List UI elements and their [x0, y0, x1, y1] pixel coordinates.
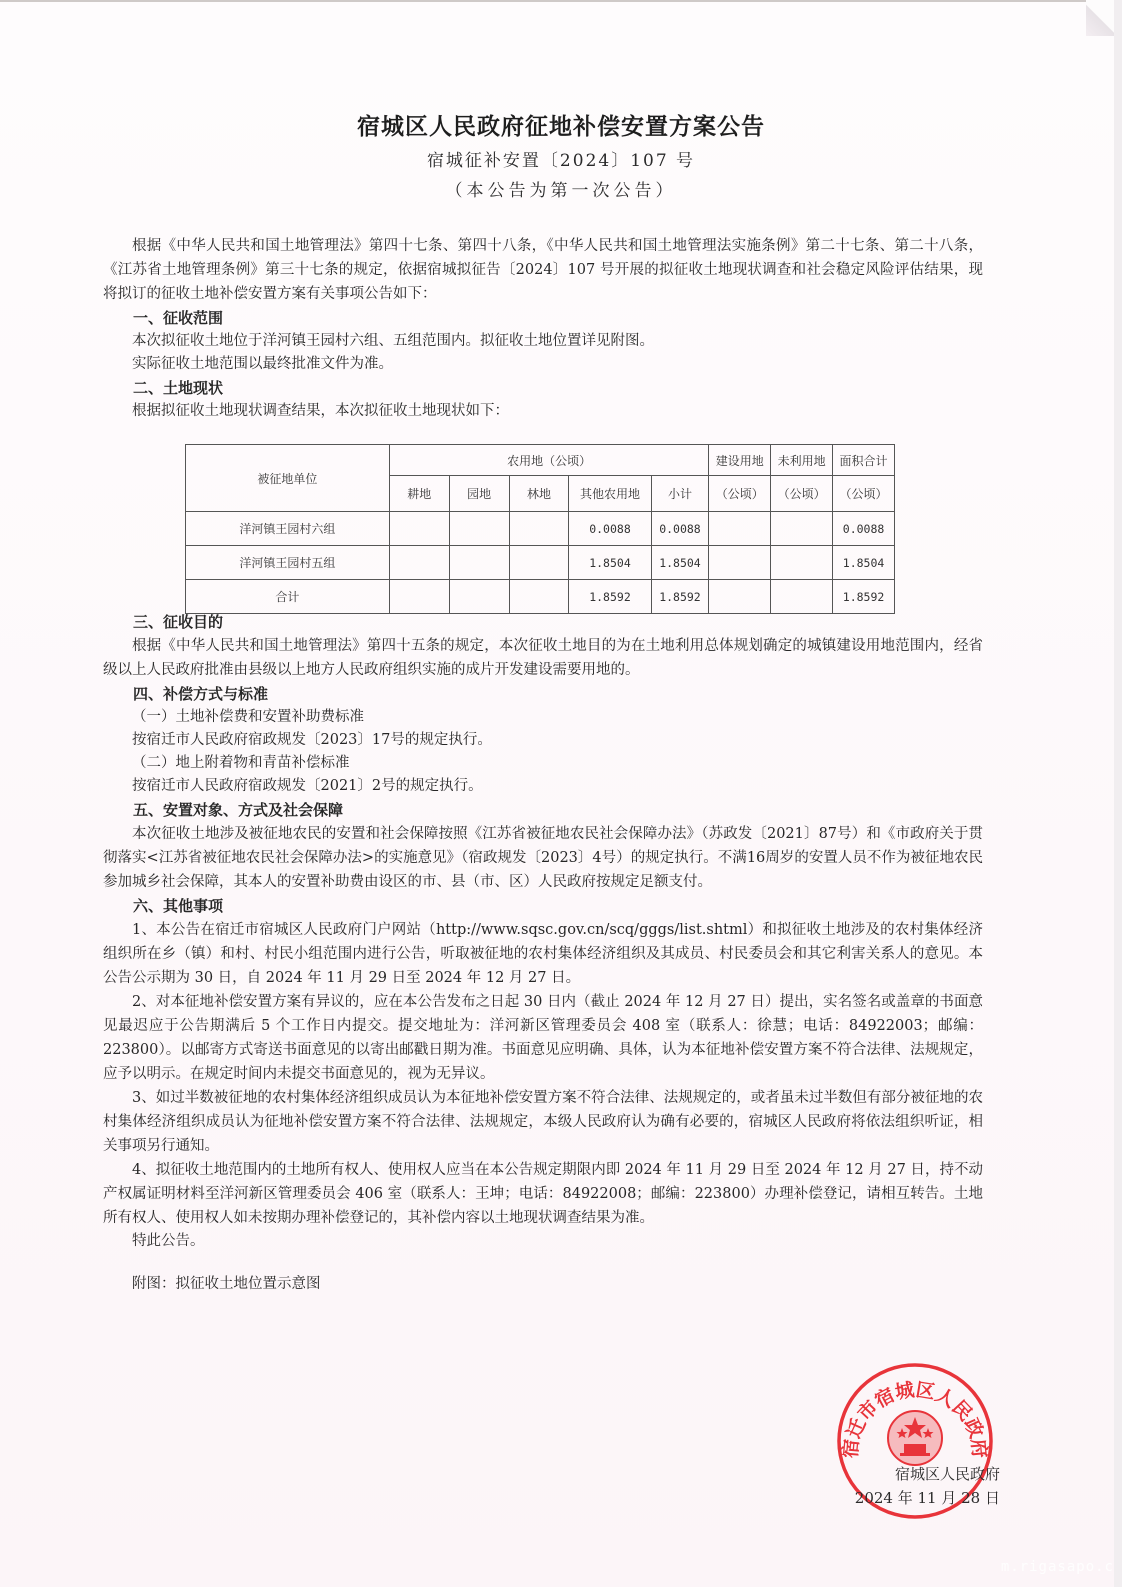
- section-4-heading: 四、补偿方式与标准: [133, 685, 269, 703]
- cell-farmland: [389, 580, 449, 614]
- section-2-lead: 根据拟征收土地现状调查结果，本次拟征收土地现状如下：: [132, 403, 509, 419]
- national-emblem-icon: [888, 1411, 942, 1465]
- cell-unit: 洋河镇王园村六组: [186, 512, 390, 546]
- th-garden: 园地: [449, 476, 509, 512]
- attachment-note: 附图：拟征收土地位置示意图: [132, 1276, 321, 1292]
- cell-forest: [509, 546, 569, 580]
- body-lower: [103, 610, 983, 1296]
- announcement-round-note: （本公告为第一次公告）: [445, 181, 677, 201]
- cell-total: 0.0088: [833, 512, 895, 546]
- cell-subtotal: 1.8592: [651, 580, 709, 614]
- table-row-total: [186, 580, 895, 614]
- cell-subtotal: 1.8504: [651, 546, 709, 580]
- section-6-item-3: 3、如过半数被征地的农村集体经济组织成员认为本征地补偿安置方案不符合法律、法规规定的，或者虽未过半数但有部分被征地的农村集体经济组织成员认为征地补偿安置方案不符合法律、法规规定，本级人民政府认为确有必要的，宿城区人民政府将依法组织听证，相关事项另行通知。: [103, 1090, 983, 1154]
- th-total: 面积合计: [833, 445, 895, 476]
- section-2-heading: 二、土地现状: [133, 379, 224, 397]
- section-1-line-2: 实际征收土地范围以最终批准文件为准。: [132, 356, 393, 372]
- th-construction-unit: （公顷）: [709, 476, 771, 512]
- closing-statement: 特此公告。: [132, 1233, 205, 1249]
- cell-unused: [771, 512, 833, 546]
- th-unused-unit: （公顷）: [771, 476, 833, 512]
- section-6-heading: 六、其他事项: [133, 897, 224, 915]
- cell-forest: [509, 512, 569, 546]
- page-corner-fold: [1086, 0, 1114, 36]
- section-5-heading: 五、安置对象、方式及社会保障: [133, 801, 344, 819]
- cell-farmland: [389, 546, 449, 580]
- cell-subtotal: 0.0088: [651, 512, 709, 546]
- cell-other-agri: 1.8504: [569, 546, 651, 580]
- cell-garden: [449, 580, 509, 614]
- table-row: [186, 512, 895, 546]
- section-4-text-1: 按宿迁市人民政府宿政规发〔2023〕17号的规定执行。: [132, 732, 492, 748]
- land-status-table: [185, 444, 895, 614]
- cell-garden: [449, 546, 509, 580]
- table-header-row-1: [186, 445, 895, 476]
- announcement-title: 宿城区人民政府征地补偿安置方案公告: [357, 114, 765, 140]
- cell-total: 1.8592: [833, 580, 895, 614]
- cell-unit: 洋河镇王园村五组: [186, 546, 390, 580]
- th-forest: 林地: [509, 476, 569, 512]
- seal-ring-text: 宿迁市宿城区人民政府: [839, 1378, 991, 1460]
- cell-unit: 合计: [186, 580, 390, 614]
- section-4-sub-1: （一）土地补偿费和安置补助费标准: [132, 709, 364, 725]
- section-6-item-4: 4、拟征收土地范围内的土地所有权人、使用权人应当在本公告规定期限内即 2024 年 11 月 29 日至 2024 年 12 月 27 日，持不动产权属证明材料至洋河新区管理委员会 406 室（联系人：王坤；电话：84922008；邮编：223800）办理补偿登记，请相互转告。土地所有权人、使用权人如未按期办理补偿登记的，其补偿内容以土地现状调查结果为准。: [103, 1162, 983, 1226]
- scan-top-edge: [0, 0, 1122, 2]
- th-subtotal: 小计: [651, 476, 709, 512]
- intro-paragraph: 根据《中华人民共和国土地管理法》第四十七条、第四十八条，《中华人民共和国土地管理法实施条例》第二十七条、第二十八条，《江苏省土地管理条例》第三十七条的规定，依据宿城拟征告〔2024〕107 号开展的拟征收土地现状调查和社会稳定风险评估结果，现将拟订的征收土地补偿安置方案有关事项公告如下：: [103, 238, 983, 302]
- th-total-unit: （公顷）: [833, 476, 895, 512]
- cell-total: 1.8504: [833, 546, 895, 580]
- site-watermark: m.rigasapo.c: [1000, 1559, 1114, 1575]
- section-3-heading: 三、征收目的: [133, 613, 224, 631]
- th-agri-group: 农用地（公顷）: [389, 445, 709, 476]
- section-4-sub-2: （二）地上附着物和青苗补偿标准: [132, 755, 350, 771]
- cell-farmland: [389, 512, 449, 546]
- cell-construction: [709, 546, 771, 580]
- th-farmland: 耕地: [389, 476, 449, 512]
- cell-other-agri: 0.0088: [569, 512, 651, 546]
- signature-date: 2024 年 11 月 28 日: [854, 1489, 1000, 1507]
- scan-right-edge: [1114, 0, 1122, 1587]
- cell-construction: [709, 580, 771, 614]
- signature-block: [830, 1462, 1000, 1510]
- th-unit: 被征地单位: [186, 445, 390, 512]
- section-4-text-2: 按宿迁市人民政府宿政规发〔2021〕2号的规定执行。: [132, 778, 483, 794]
- signature-org: 宿城区人民政府: [894, 1465, 1000, 1483]
- section-6-item-2: 2、对本征地补偿安置方案有异议的，应在本公告发布之日起 30 日内（截止 2024 年 12 月 27 日）提出，实名签名或盖章的书面意见最迟应于公告期满后 5 个工作日内提交。提交地址为：洋河新区管理委员会 408 室（联系人：徐慧；电话：84922003；邮编：223800）。以邮寄方式寄送书面意见的以寄出邮戳日期为准。书面意见应明确、具体，认为本征地补偿安置方案不符合法律、法规规定，应予以明示。在规定时间内未提交书面意见的，视为无异议。: [103, 994, 983, 1082]
- th-unused: 未利用地: [771, 445, 833, 476]
- th-construction: 建设用地: [709, 445, 771, 476]
- section-5-text: 本次征收土地涉及被征地农民的安置和社会保障按照《江苏省被征地农民社会保障办法》（苏政发〔2021〕87号）和《市政府关于贯彻落实<江苏省被征地农民社会保障办法>的实施意见》（宿政规发〔2023〕4号）的规定执行。不满16周岁的安置人员不作为被征地农民参加城乡社会保障，其本人的安置补助费由设区的市、县（市、区）人民政府按规定足额支付。: [103, 826, 983, 890]
- cell-construction: [709, 512, 771, 546]
- cell-garden: [449, 512, 509, 546]
- section-3-text: 根据《中华人民共和国土地管理法》第四十五条的规定，本次征收土地目的为在土地利用总体规划确定的城镇建设用地范围内，经省级以上人民政府批准由县级以上地方人民政府组织实施的成片开发建设需要用地的。: [103, 638, 983, 678]
- cell-other-agri: 1.8592: [569, 580, 651, 614]
- document-number: 宿城征补安置〔2024〕107 号: [426, 151, 696, 171]
- th-other-agri: 其他农用地: [569, 476, 651, 512]
- table-row: [186, 546, 895, 580]
- section-6-item-1: 1、本公告在宿迁市宿城区人民政府门户网站（http://www.sqsc.gov.cn/scq/gggs/list.shtml）和拟征收土地涉及的农村集体经济组织所在乡（镇）和村、村民小组范围内进行公告，听取被征地的农村集体经济组织及其成员、村民委员会和其它利害关系人的意见。本公告公示期为 30 日，自 2024 年 11 月 29 日至 2024 年 12 月 27 日。: [103, 922, 983, 986]
- body-upper: [103, 234, 983, 423]
- cell-forest: [509, 580, 569, 614]
- cell-unused: [771, 580, 833, 614]
- cell-unused: [771, 546, 833, 580]
- section-1-heading: 一、征收范围: [133, 309, 224, 327]
- section-1-line-1: 本次拟征收土地位于洋河镇王园村六组、五组范围内。拟征收土地位置详见附图。: [132, 333, 654, 349]
